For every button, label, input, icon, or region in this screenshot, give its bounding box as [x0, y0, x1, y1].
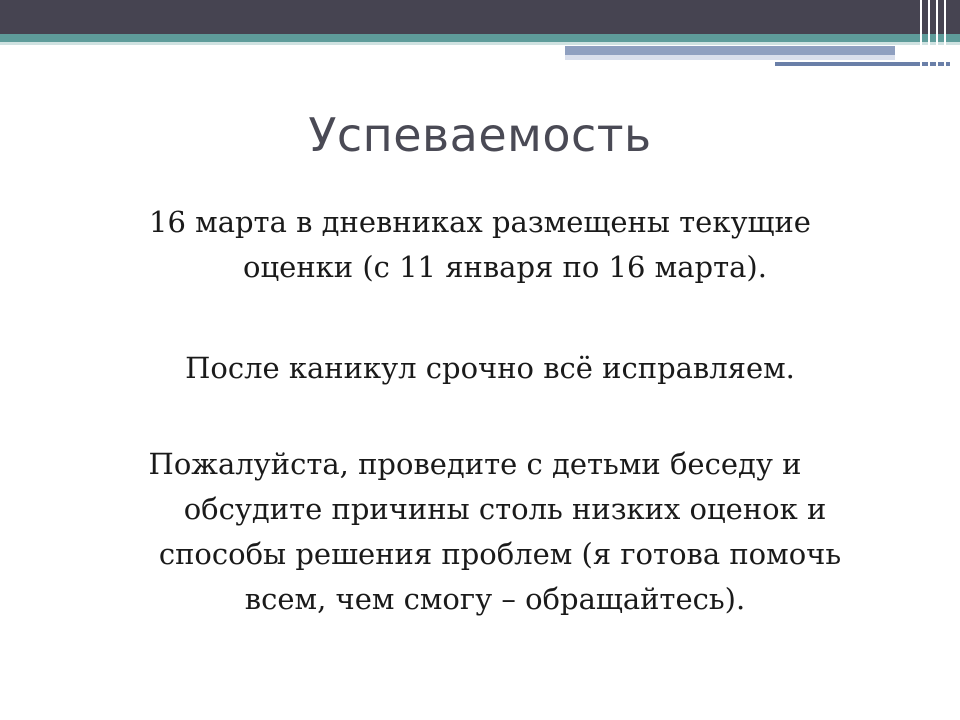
header-bar	[0, 0, 960, 34]
paragraph-1-line-2: оценки (с 11 января по 16 марта).	[243, 250, 767, 284]
paragraph-3-line-1: Пожалуйста, проведите с детьми беседу и	[148, 447, 802, 481]
paragraph-3-line-2: обсудите причины столь низких оценок и	[183, 492, 827, 526]
paragraph-3	[100, 442, 880, 622]
decorative-vertical-lines	[912, 0, 960, 68]
paragraph-3-line-3: способы решения проблем (я готова помочь	[158, 537, 842, 571]
decorative-line-light	[565, 55, 895, 60]
paragraph-2	[100, 346, 880, 391]
paragraph-1-line-1: 16 марта в дневниках размещены текущие	[149, 205, 811, 239]
decorative-line	[565, 46, 895, 55]
slide-title: Успеваемость	[308, 108, 652, 162]
paragraph-1	[100, 200, 880, 290]
header-accent-stripe-light	[0, 42, 960, 45]
paragraph-2-line-1: После каникул срочно всё исправляем.	[185, 351, 795, 385]
header-accent-stripe	[0, 34, 960, 42]
paragraph-3-line-4: всем, чем смогу – обращайтесь).	[244, 582, 746, 616]
